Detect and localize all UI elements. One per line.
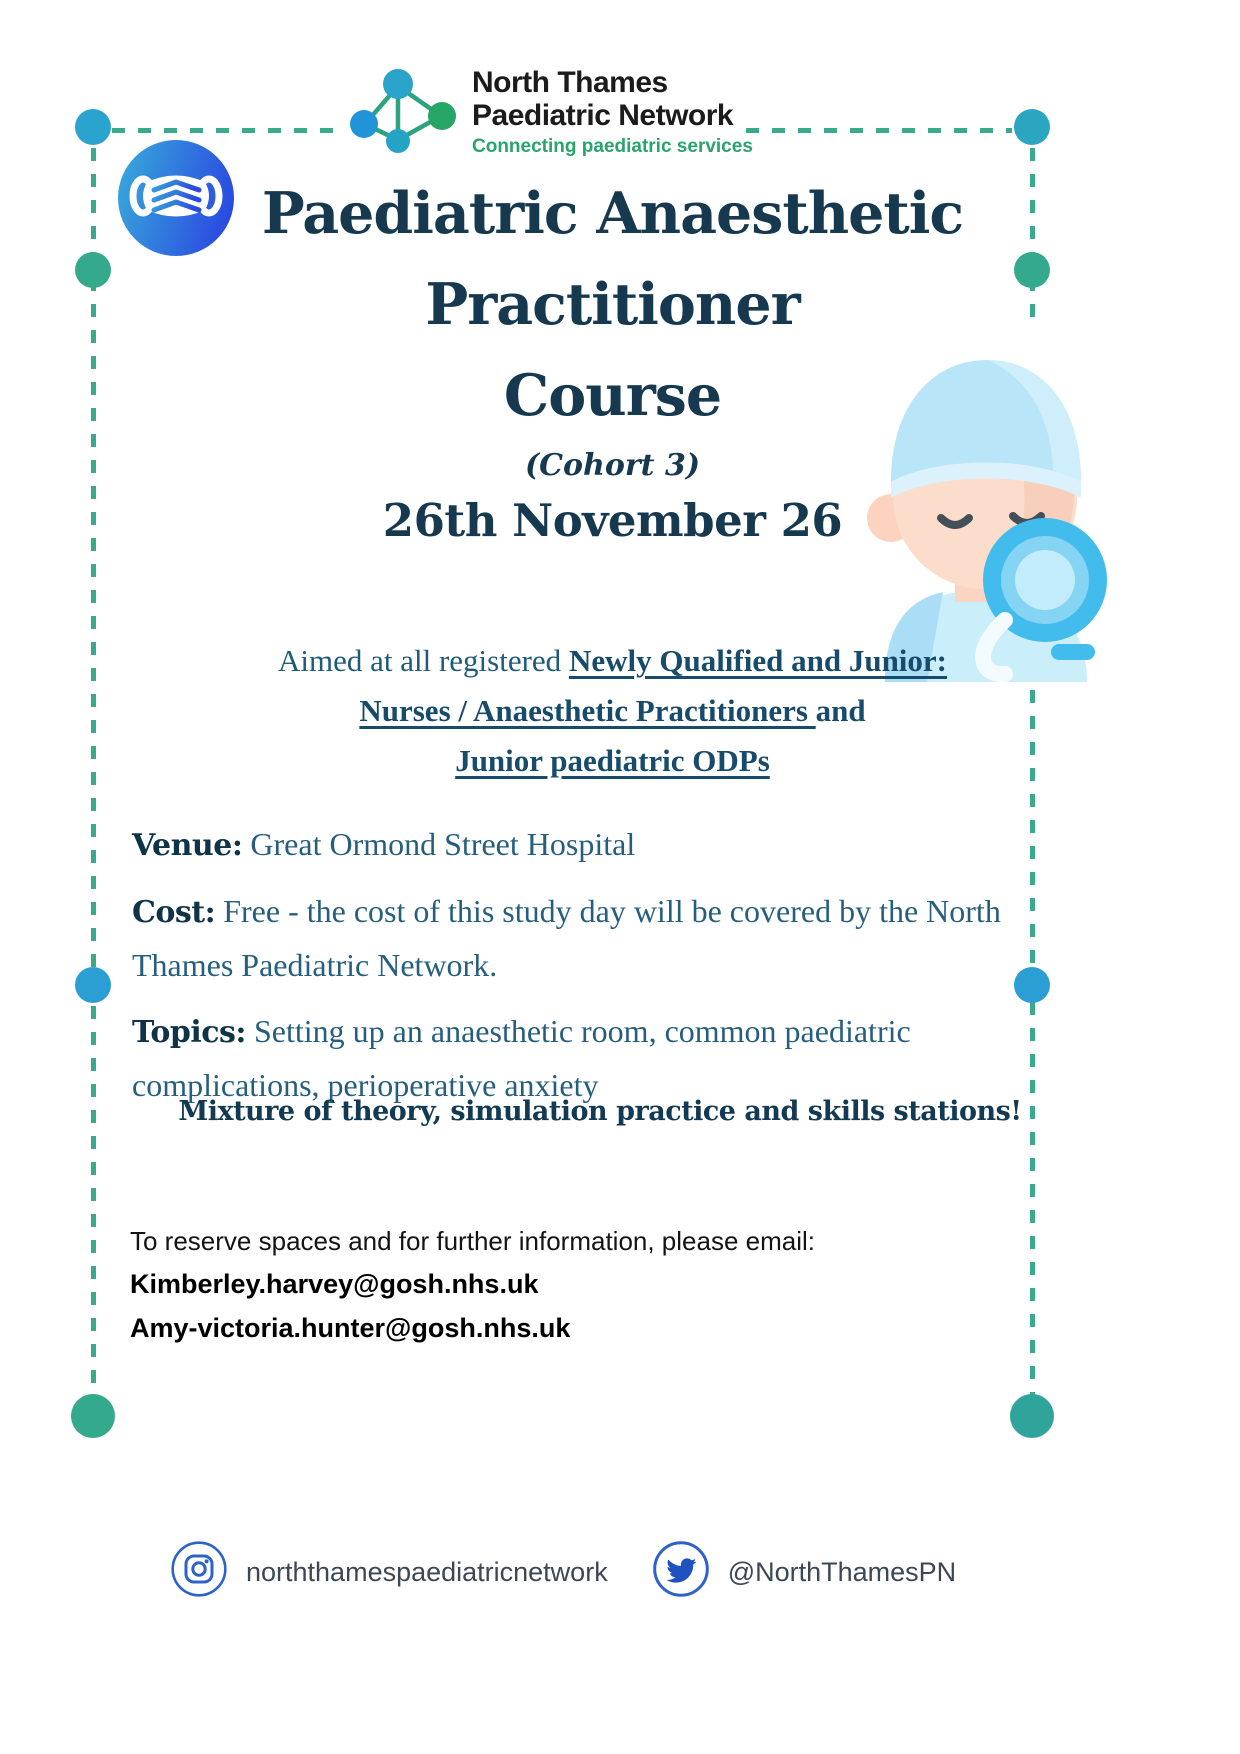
cost-row: Cost: Free - the cost of this study day will be covered by the North Thames Paediatric Network. [132, 893, 1001, 983]
border-dash-left [91, 148, 96, 1396]
topics-label: Topics: [132, 1015, 246, 1050]
cost-label: Cost: [132, 895, 216, 930]
twitter-handle-group[interactable] [652, 1540, 956, 1605]
course-date: 26th November 26 [382, 494, 843, 547]
instagram-handle-group[interactable] [170, 1540, 608, 1605]
border-dash-top-right [746, 128, 1012, 133]
venue-row: Venue: Great Ormond Street Hospital [132, 826, 636, 863]
course-details [132, 818, 1037, 1125]
format-highlight: Mixture of theory, simulation practice and skills stations! [178, 1096, 1022, 1127]
instagram-handle[interactable]: norththamespaediatricnetwork [246, 1557, 608, 1587]
topics-row: Topics: Setting up an anaesthetic room, common paediatric complications, perioperative anxiety [132, 1013, 911, 1103]
venue-label: Venue: [132, 828, 243, 863]
border-dot [75, 967, 111, 1003]
audience-line3: Junior paediatric ODPs [455, 743, 770, 778]
audience-paragraph [110, 636, 1115, 786]
twitter-handle[interactable]: @NorthThamesPN [727, 1557, 957, 1587]
instagram-icon[interactable] [170, 1540, 228, 1605]
border-dot [1010, 1394, 1054, 1438]
twitter-icon[interactable] [652, 1540, 710, 1605]
social-row [170, 1540, 956, 1605]
border-dot [1014, 109, 1050, 145]
contact-intro: To reserve spaces and for further information, please email: [130, 1226, 816, 1256]
contact-email-2[interactable]: Amy-victoria.hunter@gosh.nhs.uk [130, 1313, 571, 1343]
border-dot [71, 1394, 115, 1438]
logo-name-line2: Paediatric Network [472, 99, 734, 132]
contact-email-1[interactable]: Kimberley.harvey@gosh.nhs.uk [130, 1269, 539, 1299]
audience-line1: Aimed at all registered Newly Qualified and Junior: [277, 643, 948, 678]
network-logo-icon [348, 66, 460, 167]
border-dot [75, 252, 111, 288]
border-dash-top-left [112, 128, 344, 133]
page-title-line3: Course [503, 362, 722, 429]
cohort-label: (Cohort 3) [524, 448, 701, 483]
logo-tagline: Connecting paediatric services [472, 136, 753, 157]
network-logo [348, 66, 753, 167]
contact-block [130, 1220, 815, 1350]
patient-oxygen-mask-illustration [855, 322, 1115, 682]
logo-name-line1: North Thames [472, 66, 668, 99]
audience-line2: Nurses / Anaesthetic Practitioners and [359, 693, 866, 728]
page-title-line2: Practitioner [425, 271, 800, 338]
page-title-line1: Paediatric Anaesthetic [261, 180, 964, 247]
border-dot [75, 109, 111, 145]
